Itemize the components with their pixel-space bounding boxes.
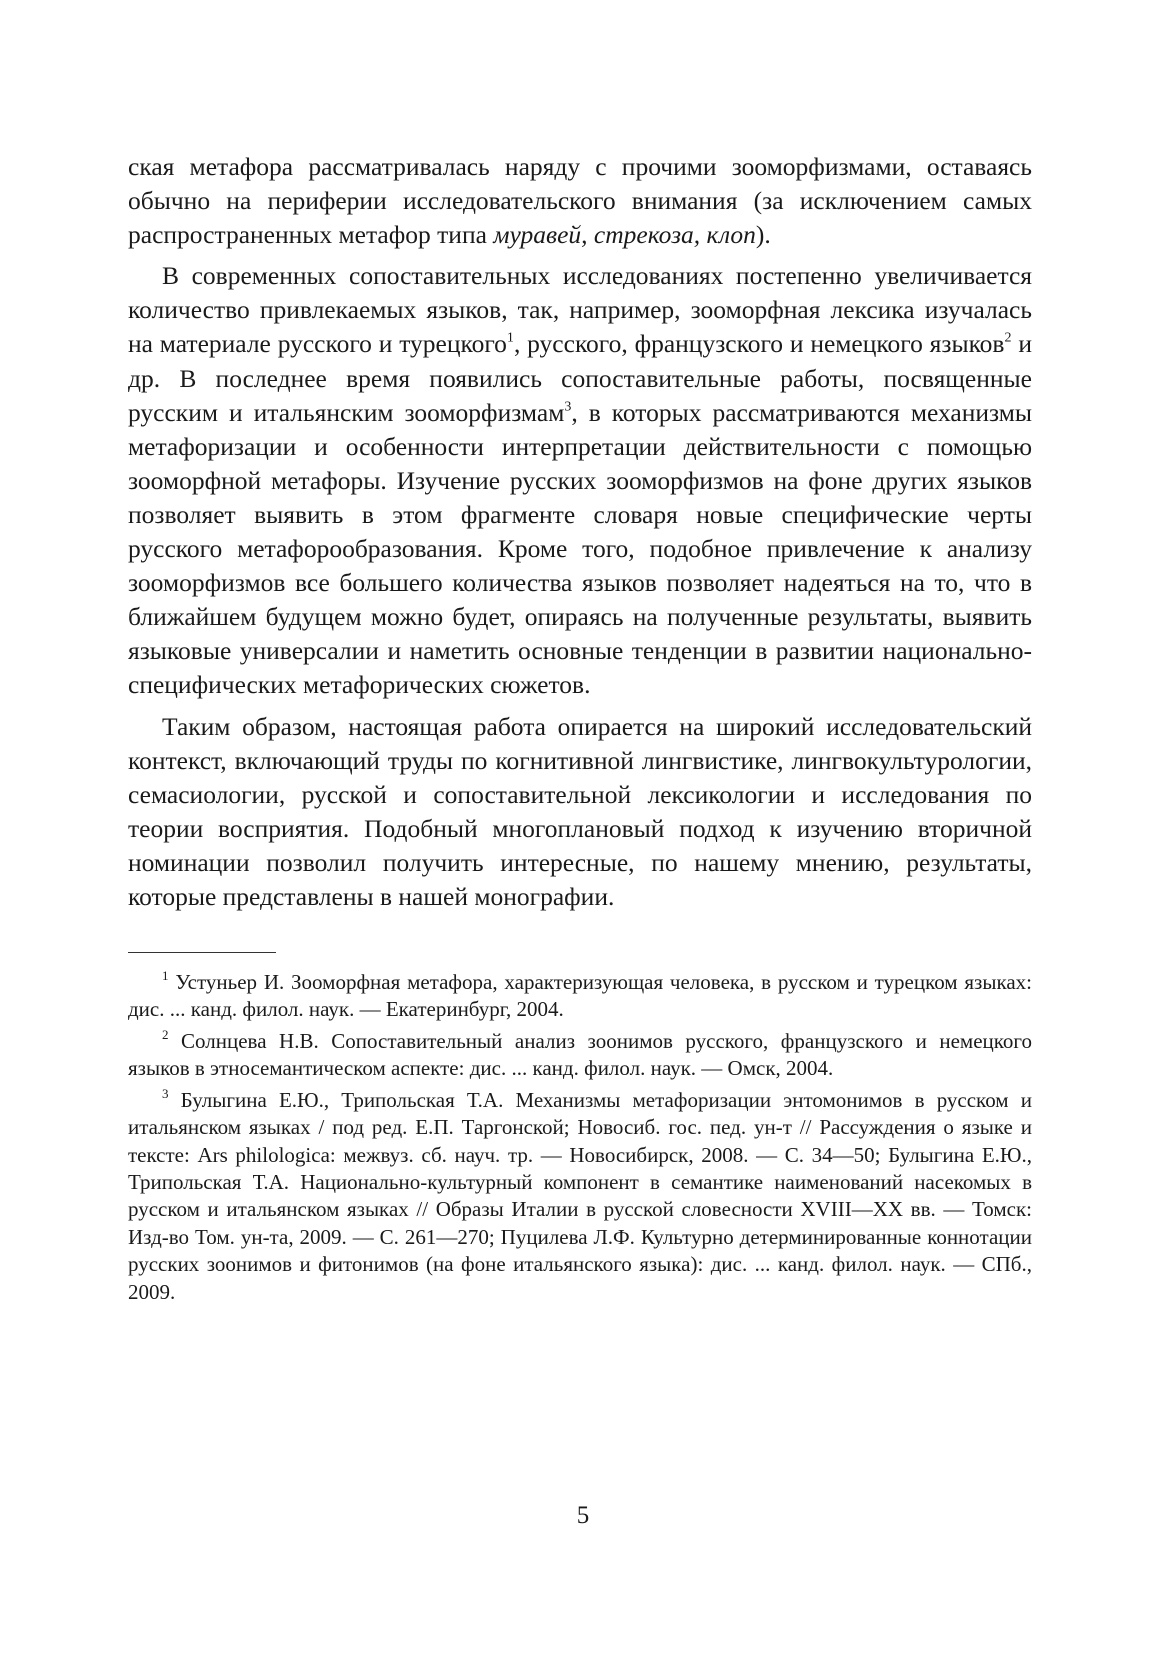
footnote-ref-1[interactable]: 1 xyxy=(506,330,514,346)
paragraph-2-text-1: В современных сопоставительных исследованиях постепенно увеличивается количество привлекаемых языков, так, например, зооморфная лексика изучалась на материале русского и турецкого xyxy=(128,261,1032,359)
paragraph-2 xyxy=(128,259,1032,702)
footnote-3 xyxy=(128,1087,1032,1306)
footnote-ref-2[interactable]: 2 xyxy=(1004,330,1012,346)
page-content xyxy=(128,150,1032,1306)
footnote-ref-3[interactable]: 3 xyxy=(564,399,572,415)
footnote-1-text: Устуньер И. Зооморфная метафора, характеризующая человека, в русском и турецком языках: дис. ... канд. филол. наук. — Екатеринбург, 2004. xyxy=(128,970,1032,1022)
footnote-2 xyxy=(128,1028,1032,1083)
footnote-divider xyxy=(128,952,276,953)
footnote-3-mark: 3 xyxy=(162,1085,169,1101)
paragraph-2-text-2: , русского, французского и немецкого языков xyxy=(513,329,1005,359)
page-number: 5 xyxy=(576,1502,590,1529)
footnote-3-text: Булыгина Е.Ю., Трипольская Т.А. Механизмы метафоризации энтомонимов в русском и итальянском языках / под ред. Е.П. Таргонской; Новосиб. гос. пед. ун-т // Рассуждения о языке и тексте: Ars philologica: межвуз. сб. науч. тр. — Новосибирск, 2008. — С. 34—50; Булыгина Е.Ю., Трипольская Т.А. Национально-культурный компонент в семантике наименований насекомых в русском и итальянском языках // Образы Италии в русской словесности XVIII—XX вв. — Томск: Изд-во Том. ун-та, 2009. — С. 261—270; Пуцилева Л.Ф. Культурно детерминированные коннотации русских зоонимов и фитонимов (на фоне итальянского языка): дис. ... канд. филол. наук. — СПб., 2009. xyxy=(128,1087,1032,1304)
paragraph-1-text: ская метафора рассматривалась наряду с прочими зооморфизмами, оставаясь обычно на периферии исследовательского внимания (за исключением самых распространенных метафор типа xyxy=(128,152,1032,250)
paragraph-3: Таким образом, настоящая работа опирается на широкий исследовательский контекст, включающий труды по когнитивной лингвистике, лингвокультурологии, семасиологии, русской и сопоставительной лексикологии и исследования по теории восприятия. Подобный многоплановый подход к изучению вторичной номинации позволил получить интересные, по нашему мнению, результаты, которые представлены в нашей монографии. xyxy=(128,711,1032,911)
footnote-2-text: Солнцева Н.В. Сопоставительный анализ зоонимов русского, французского и немецкого языков в этносемантическом аспекте: дис. ... канд. филол. наук. — Омск, 2004. xyxy=(128,1028,1032,1081)
paragraph-1-end: ). xyxy=(755,220,771,250)
paragraph-1-italic-examples: муравей, стрекоза, клоп xyxy=(493,220,756,250)
paragraph-1 xyxy=(128,150,1032,252)
footnotes xyxy=(128,969,1032,1306)
footnote-1-mark: 1 xyxy=(162,967,169,983)
main-text xyxy=(128,150,1032,914)
footnote-2-mark: 2 xyxy=(162,1026,169,1042)
paragraph-2-text-3: и др. В последнее время появились сопоставительные работы, посвященные русским и итальянским зооморфизмам xyxy=(128,329,1032,427)
paragraph-2-text-4: , в которых рассматриваются механизмы метафоризации и особенности интерпретации действительности с помощью зооморфной метафоры. Изучение русских зооморфизмов на фоне других языков позволяет выявить в этом фрагменте словаря новые специфические черты русского метафорообразования. Кроме того, подобное привлечение к анализу зооморфизмов все большего количества языков позволяет надеяться на то, что в ближайшем будущем можно будет, опираясь на полученные результаты, выявить языковые универсалии и наметить основные тенденции в развитии национально-специфических метафорических сюжетов. xyxy=(128,397,1032,700)
footnote-1 xyxy=(128,969,1032,1024)
